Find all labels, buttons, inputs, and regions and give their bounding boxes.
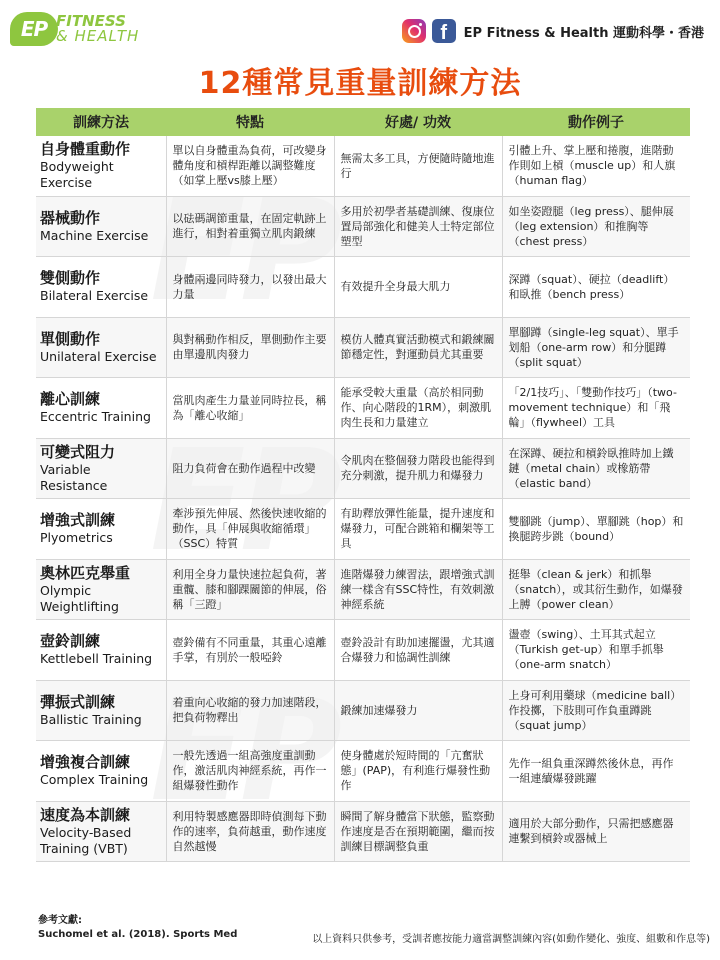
logo-line-1: FITNESS bbox=[56, 12, 126, 30]
reference-source: Suchomel et al. (2018). Sports Med bbox=[38, 929, 238, 940]
instagram-icon[interactable] bbox=[402, 19, 426, 43]
feature-cell: 着重向心收縮的發力加速階段，把負荷物釋出 bbox=[166, 680, 334, 741]
table-row bbox=[36, 559, 690, 620]
example-cell: 引體上升、掌上壓和捲腹，進階動作則如上槓（muscle up）和人旗（human flag） bbox=[502, 136, 690, 196]
feature-cell: 身體兩邊同時發力，以發出最大力量 bbox=[166, 257, 334, 318]
disclaimer: 以上資料只供參考，受訓者應按能力適當調整訓練內容(如動作變化、強度、組數和作息等) bbox=[312, 934, 710, 945]
method-cell bbox=[36, 559, 166, 620]
reference bbox=[38, 914, 237, 942]
method-name-en: Olympic Weightlifting bbox=[40, 582, 119, 614]
method-cell bbox=[36, 801, 166, 862]
example-cell: 如坐姿蹬腿（leg press）、腿伸展（leg extension）和推胸等（chest press） bbox=[502, 196, 690, 257]
example-cell: 挺舉（clean & jerk）和抓舉（snatch），或其衍生動作，如爆發上膊（power clean） bbox=[502, 559, 690, 620]
header-feature: 特點 bbox=[166, 108, 334, 136]
method-cell bbox=[36, 680, 166, 741]
benefit-cell: 進階爆發力練習法，跟增強式訓練一樣含有SSC特性，有效刺激神經系統 bbox=[334, 559, 502, 620]
logo-line-2: & HEALTH bbox=[56, 27, 140, 45]
benefit-cell: 多用於初學者基礎訓練、復康位置局部強化和健美人士特定部位塑型 bbox=[334, 196, 502, 257]
example-cell: 單腳蹲（single-leg squat）、單手划船（one-arm row）和分腿蹲（split squat） bbox=[502, 317, 690, 378]
table-row bbox=[36, 257, 690, 318]
method-cell bbox=[36, 257, 166, 318]
header-method: 訓練方法 bbox=[36, 108, 166, 136]
method-cell bbox=[36, 136, 166, 196]
social-bar bbox=[402, 18, 704, 44]
example-cell: 適用於大部分動作，只需把感應器連繫到槓鈴或器械上 bbox=[502, 801, 690, 862]
method-name-en: Variable Resistance bbox=[40, 461, 108, 493]
facebook-icon[interactable]: f bbox=[432, 19, 456, 43]
method-name-zh: 壺鈴訓練 bbox=[40, 632, 101, 651]
method-name-en: Complex Training bbox=[40, 772, 149, 788]
method-name-zh: 雙側動作 bbox=[40, 269, 101, 288]
header bbox=[0, 0, 720, 60]
benefit-cell: 鍛練加速爆發力 bbox=[334, 680, 502, 741]
social-label: EP Fitness & Health 運動科學・香港 bbox=[463, 25, 704, 41]
table-row bbox=[36, 801, 690, 862]
example-cell: 在深蹲、硬拉和槓鈴臥推時加上鐵鏈（metal chain）或橡筋帶（elastic band） bbox=[502, 438, 690, 499]
example-cell: 雙腳跳（jump）、單腳跳（hop）和換腿跨步跳（bound） bbox=[502, 499, 690, 560]
method-name-en: Bodyweight Exercise bbox=[40, 159, 114, 191]
method-name-en: Bilateral Exercise bbox=[40, 288, 149, 304]
method-cell bbox=[36, 741, 166, 802]
page-title: 12種常見重量訓練方法 bbox=[198, 66, 522, 101]
feature-cell: 單以自身體重為負荷，可改變身體角度和槓桿距離以調整難度（如掌上壓vs膝上壓） bbox=[166, 136, 334, 196]
feature-cell: 牽涉預先伸展、然後快速收縮的動作，具「伸展與收縮循環」（SSC）特質 bbox=[166, 499, 334, 560]
example-cell: 「2/1技巧」、「雙動作技巧」（two-movement technique）和「飛輪」（flywheel）工具 bbox=[502, 378, 690, 439]
method-name-zh: 可變式阻力 bbox=[40, 442, 116, 461]
benefit-cell: 有效提升全身最大肌力 bbox=[334, 257, 502, 318]
method-cell bbox=[36, 378, 166, 439]
method-name-zh: 單側動作 bbox=[40, 329, 101, 348]
method-name-en: Eccentric Training bbox=[40, 409, 151, 425]
table-row bbox=[36, 741, 690, 802]
table-row bbox=[36, 438, 690, 499]
feature-cell: 以砝碼調節重量，在固定軌跡上進行，相對着重獨立肌肉鍛練 bbox=[166, 196, 334, 257]
method-name-zh: 速度為本訓練 bbox=[40, 805, 131, 824]
method-name-en: Kettlebell Training bbox=[40, 651, 153, 667]
benefit-cell: 使身體處於短時間的「亢奮狀態」(PAP)，有利進行爆發性動作 bbox=[334, 741, 502, 802]
table-row bbox=[36, 680, 690, 741]
logo-text bbox=[56, 14, 139, 44]
method-name-en: Ballistic Training bbox=[40, 711, 142, 727]
table-row bbox=[36, 378, 690, 439]
example-cell: 上身可利用藥球（medicine ball）作投擲，下肢則可作負重蹲跳（squat jump） bbox=[502, 680, 690, 741]
feature-cell: 利用特製感應器即時偵測每下動作的速率，負荷越重，動作速度自然越慢 bbox=[166, 801, 334, 862]
example-cell: 先作一組負重深蹲然後休息，再作一組連續爆發跳躍 bbox=[502, 741, 690, 802]
benefit-cell: 有助釋放彈性能量，提升速度和爆發力，可配合跳箱和欄架等工具 bbox=[334, 499, 502, 560]
table-header-row bbox=[36, 108, 690, 136]
method-name-zh: 離心訓練 bbox=[40, 390, 101, 409]
method-name-en: Plyometrics bbox=[40, 530, 113, 546]
header-benefit: 好處/ 功效 bbox=[334, 108, 502, 136]
method-name-zh: 自身體重動作 bbox=[40, 140, 131, 159]
benefit-cell: 壺鈴設計有助加速擺盪，尤其適合爆發力和協調性訓練 bbox=[334, 620, 502, 681]
method-name-zh: 器械動作 bbox=[40, 208, 101, 227]
method-name-en: Unilateral Exercise bbox=[40, 348, 157, 364]
table-row bbox=[36, 317, 690, 378]
feature-cell: 壺鈴備有不同重量，其重心遠離手掌，有別於一般啞鈴 bbox=[166, 620, 334, 681]
method-name-zh: 增強複合訓練 bbox=[40, 753, 131, 772]
table-row bbox=[36, 136, 690, 196]
benefit-cell: 令肌肉在整個發力階段也能得到充分刺激，提升肌力和爆發力 bbox=[334, 438, 502, 499]
method-cell bbox=[36, 196, 166, 257]
table-row bbox=[36, 499, 690, 560]
feature-cell: 當肌肉產生力量並同時拉長，稱為「離心收縮」 bbox=[166, 378, 334, 439]
training-methods-table bbox=[36, 108, 690, 862]
benefit-cell: 瞬間了解身體當下狀態，監察動作速度是否在預期範圍，繼而按訓練目標調整負重 bbox=[334, 801, 502, 862]
feature-cell: 阻力負荷會在動作過程中改變 bbox=[166, 438, 334, 499]
logo-mark: EP bbox=[10, 12, 58, 46]
method-cell bbox=[36, 620, 166, 681]
benefit-cell: 模仿人體真實活動模式和鍛練關節穩定性，對運動員尤其重要 bbox=[334, 317, 502, 378]
method-cell bbox=[36, 317, 166, 378]
benefit-cell: 無需太多工具，方便隨時隨地進行 bbox=[334, 136, 502, 196]
method-name-en: Velocity-Based Training (VBT) bbox=[40, 824, 132, 856]
example-cell: 深蹲（squat）、硬拉（deadlift）和臥推（bench press） bbox=[502, 257, 690, 318]
feature-cell: 一般先透過一組高強度重訓動作，激活肌肉神經系統，再作一組爆發性動作 bbox=[166, 741, 334, 802]
method-name-zh: 彈振式訓練 bbox=[40, 692, 116, 711]
method-cell bbox=[36, 438, 166, 499]
reference-label: 參考文獻: bbox=[38, 915, 82, 926]
feature-cell: 利用全身力量快速拉起負荷，著重髖、膝和腳踝關節的伸展，俗稱「三蹬」 bbox=[166, 559, 334, 620]
method-name-zh: 奧林匹克舉重 bbox=[40, 563, 131, 582]
feature-cell: 與對稱動作相反，單側動作主要由單邊肌肉發力 bbox=[166, 317, 334, 378]
benefit-cell: 能承受較大重量（高於相同動作、向心階段的1RM），刺激肌肉生長和力量建立 bbox=[334, 378, 502, 439]
method-name-zh: 增強式訓練 bbox=[40, 511, 116, 530]
method-cell bbox=[36, 499, 166, 560]
header-example: 動作例子 bbox=[502, 108, 690, 136]
brand-logo[interactable] bbox=[10, 10, 140, 50]
example-cell: 盪壺（swing）、土耳其式起立（Turkish get-up）和單手抓舉（one-arm snatch） bbox=[502, 620, 690, 681]
method-name-en: Machine Exercise bbox=[40, 227, 149, 243]
table-row bbox=[36, 196, 690, 257]
table-row bbox=[36, 620, 690, 681]
